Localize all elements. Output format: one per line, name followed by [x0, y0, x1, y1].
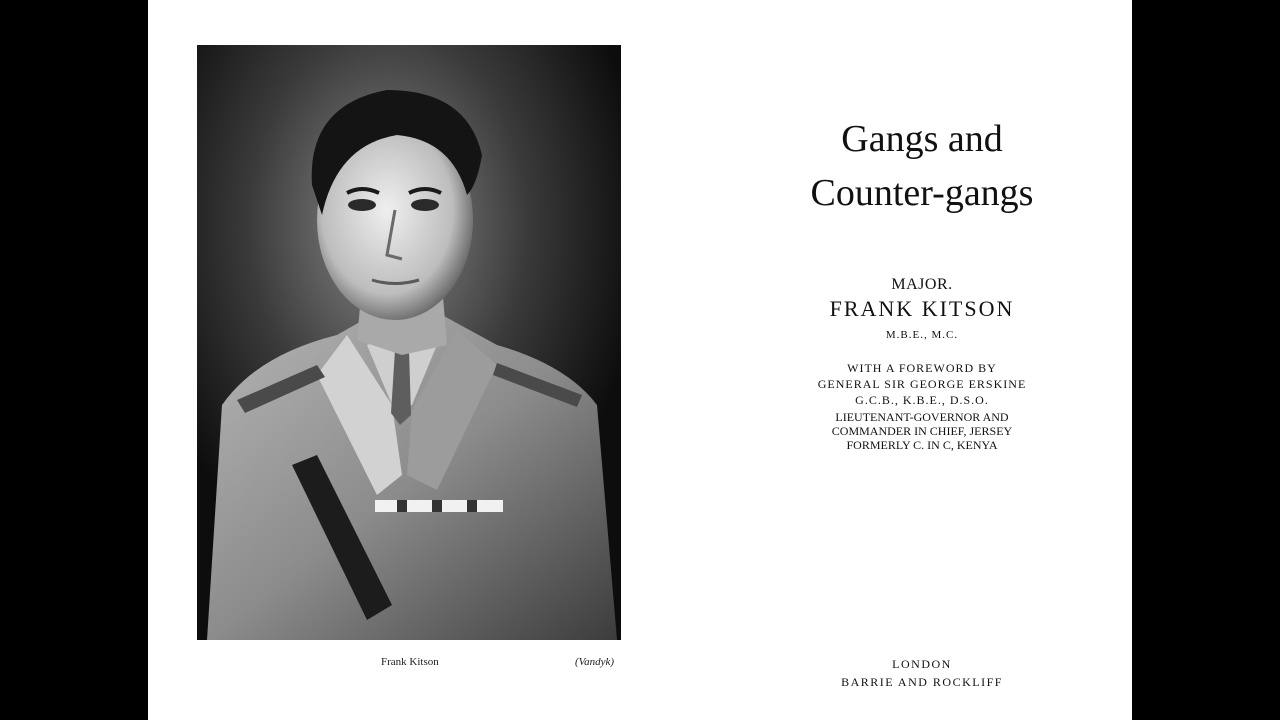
author-name: FRANK KITSON: [829, 296, 1015, 321]
imprint-publisher: BARRIE AND ROCKLIFF: [841, 675, 1003, 689]
appointment-line-2: COMMANDER IN CHIEF, JERSEY: [831, 424, 1013, 438]
imprint-city: LONDON: [892, 657, 952, 671]
publisher-imprint: [708, 655, 1136, 691]
title-line-1: Gangs and: [841, 118, 1003, 160]
foreword-line-1: WITH A FOREWORD BY: [847, 361, 997, 375]
foreword-line-2: GENERAL SIR GEORGE ERSKINE: [817, 377, 1027, 391]
frontispiece-caption: Frank Kitson: [381, 656, 439, 668]
foreword-author-appointment: [708, 410, 1136, 452]
foreword-credit: [708, 360, 1136, 408]
author-rank: MAJOR.: [891, 276, 953, 293]
author-honours: M.B.E., M.C.: [885, 329, 959, 341]
appointment-line-3: FORMERLY C. IN C, KENYA: [846, 438, 998, 452]
foreword-line-3: G.C.B., K.B.E., D.S.O.: [855, 393, 989, 407]
book-title: [708, 112, 1136, 220]
appointment-line-1: LIEUTENANT-GOVERNOR AND: [835, 410, 1009, 424]
frontispiece-portrait-photo: [197, 45, 621, 640]
book-spread: [148, 0, 1132, 720]
title-line-2: Counter-gangs: [810, 172, 1034, 214]
photo-credit: (Vandyk): [575, 656, 615, 668]
